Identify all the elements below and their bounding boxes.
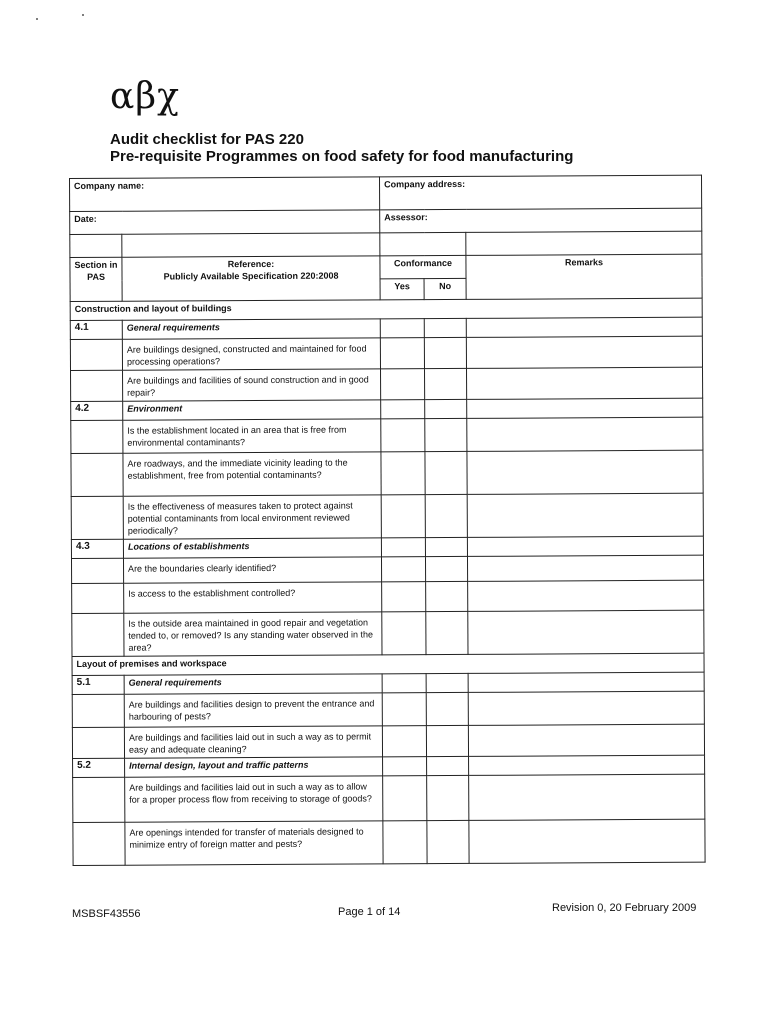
- no-checkbox-cell[interactable]: [426, 692, 468, 725]
- no-checkbox-cell[interactable]: [424, 337, 466, 368]
- question-row: [72, 610, 704, 656]
- remarks-cell[interactable]: [469, 819, 705, 863]
- no-checkbox-cell[interactable]: [425, 494, 467, 537]
- blank-cell: [466, 317, 702, 337]
- blank-cell: [468, 672, 704, 692]
- yes-checkbox-cell[interactable]: [380, 338, 424, 369]
- question-text: Are the boundaries clearly identified?: [123, 557, 381, 583]
- remarks-cell[interactable]: [467, 367, 703, 399]
- blank-cell: [70, 234, 122, 257]
- blank-cell: [71, 496, 123, 539]
- question-text: Is the establishment located in an area that is free from environmental contaminants?: [123, 419, 381, 453]
- blank-cell: [383, 757, 427, 776]
- no-checkbox-cell[interactable]: [427, 775, 469, 820]
- remarks-cell[interactable]: [468, 691, 704, 725]
- scan-speck: [36, 18, 38, 20]
- subsection-title: Internal design, layout and traffic patterns: [125, 757, 383, 777]
- audit-checklist-table: [69, 175, 706, 866]
- question-text: Is the effectiveness of measures taken to protect against potential contaminants from local environment reviewed periodically?: [123, 495, 381, 539]
- yes-checkbox-cell[interactable]: [381, 419, 425, 452]
- blank-cell: [73, 777, 125, 822]
- section-title: Layout of premises and workspace: [72, 653, 704, 675]
- blank-cell: [70, 339, 122, 370]
- question-row: [70, 336, 702, 370]
- question-row: [73, 774, 705, 822]
- yes-column-header: Yes: [380, 279, 424, 300]
- blank-cell: [71, 420, 123, 453]
- revision-info: Revision 0, 20 February 2009: [552, 902, 697, 914]
- question-row: [72, 724, 704, 758]
- yes-checkbox-cell[interactable]: [381, 369, 425, 400]
- subsection-number: 4.1: [70, 320, 122, 339]
- company-address-field[interactable]: [380, 175, 702, 210]
- blank-cell: [72, 583, 124, 613]
- question-text: Are buildings and facilities laid out in such a way as to permit easy and adequate cleaning?: [124, 726, 382, 758]
- no-checkbox-cell[interactable]: [426, 611, 468, 654]
- yes-checkbox-cell[interactable]: [383, 776, 427, 821]
- question-row: [72, 580, 704, 613]
- question-text: Are openings intended for transfer of materials designed to minimize entry of foreign matter and pests?: [125, 821, 383, 865]
- blank-cell: [380, 319, 424, 338]
- subsection-number: 4.2: [71, 401, 123, 420]
- question-text: Are buildings and facilities of sound construction and in good repair?: [123, 369, 381, 401]
- blank-cell: [467, 398, 703, 418]
- conformance-column-header: Conformance: [380, 255, 466, 278]
- question-row: [71, 367, 703, 401]
- remarks-cell[interactable]: [468, 555, 704, 581]
- blank-cell: [71, 453, 123, 496]
- remarks-cell[interactable]: [467, 450, 703, 494]
- remarks-cell[interactable]: [467, 417, 703, 451]
- subsection-number: 4.3: [71, 539, 123, 558]
- subsection-number: 5.1: [72, 675, 124, 694]
- yes-checkbox-cell[interactable]: [382, 582, 426, 612]
- company-address-label: Company address:: [384, 178, 466, 190]
- blank-cell: [424, 318, 466, 337]
- remarks-cell[interactable]: [468, 724, 704, 756]
- blank-row: [70, 231, 702, 257]
- reference-header-line1: Reference:: [227, 258, 275, 270]
- document-code: MSBSF43556: [72, 908, 141, 920]
- blank-cell: [380, 232, 466, 255]
- question-text: Are roadways, and the immediate vicinity leading to the establishment, free from potential contaminants?: [123, 452, 381, 496]
- no-checkbox-cell[interactable]: [425, 451, 467, 494]
- company-name-label: Company name:: [74, 180, 145, 191]
- assessor-field[interactable]: [380, 208, 702, 233]
- blank-cell: [467, 536, 703, 556]
- assessor-label: Assessor:: [384, 212, 428, 223]
- yes-checkbox-cell[interactable]: [381, 495, 425, 538]
- section-title: Construction and layout of buildings: [70, 298, 702, 320]
- blank-cell: [72, 613, 124, 656]
- subsection-title: Environment: [123, 400, 381, 420]
- question-row: [73, 819, 705, 865]
- date-label: Date:: [74, 213, 97, 224]
- yes-checkbox-cell[interactable]: [382, 612, 426, 655]
- scan-speck: [82, 14, 84, 16]
- subsection-number: 5.2: [73, 758, 125, 777]
- blank-cell: [71, 558, 123, 583]
- subsection-title: General requirements: [124, 674, 382, 694]
- remarks-cell[interactable]: [469, 774, 705, 820]
- no-checkbox-cell[interactable]: [426, 581, 468, 611]
- reference-header-line2: Publicly Available Specification 220:2008: [163, 270, 339, 282]
- subsection-title: General requirements: [122, 319, 380, 339]
- question-text: Is the outside area maintained in good repair and vegetation tended to, or removed? Is any standing water observed in the area?: [124, 612, 382, 656]
- blank-cell: [466, 231, 702, 255]
- reference-column-header: [122, 256, 380, 301]
- question-row: [71, 555, 703, 583]
- blank-cell: [469, 755, 705, 775]
- blank-cell: [381, 400, 425, 419]
- blank-cell: [426, 673, 468, 692]
- blank-cell: [73, 822, 125, 865]
- blank-cell: [425, 537, 467, 556]
- yes-checkbox-cell[interactable]: [382, 557, 426, 582]
- remarks-cell[interactable]: [468, 610, 704, 654]
- blank-cell: [71, 370, 123, 401]
- question-row: [72, 691, 704, 727]
- remarks-cell[interactable]: [466, 336, 702, 368]
- yes-checkbox-cell[interactable]: [382, 693, 426, 726]
- subsection-title: Locations of establishments: [123, 538, 381, 558]
- blank-cell: [72, 694, 124, 727]
- document-title: Audit checklist for PAS 220: [110, 131, 304, 148]
- remarks-cell[interactable]: [467, 493, 703, 537]
- question-text: Are buildings and facilities design to prevent the entrance and harbouring of pests?: [124, 693, 382, 727]
- remarks-cell[interactable]: [468, 580, 704, 611]
- question-row: [71, 493, 703, 539]
- yes-checkbox-cell[interactable]: [381, 452, 425, 495]
- company-name-field[interactable]: [70, 177, 380, 212]
- no-checkbox-cell[interactable]: [426, 556, 468, 581]
- blank-cell: [382, 674, 426, 693]
- page-number: Page 1 of 14: [338, 906, 401, 918]
- blank-cell: [122, 233, 380, 257]
- company-logo: αβχ: [110, 76, 180, 117]
- question-row: [71, 450, 703, 496]
- no-checkbox-cell[interactable]: [426, 725, 468, 756]
- no-checkbox-cell[interactable]: [427, 820, 469, 863]
- question-text: Are buildings designed, constructed and maintained for food processing operations?: [122, 338, 380, 370]
- blank-cell: [381, 538, 425, 557]
- yes-checkbox-cell[interactable]: [383, 821, 427, 864]
- no-checkbox-cell[interactable]: [425, 368, 467, 399]
- blank-cell: [427, 756, 469, 775]
- no-column-header: No: [424, 278, 466, 299]
- document-subtitle: Pre-requisite Programmes on food safety for food manufacturing: [110, 148, 574, 165]
- question-text: Is access to the establishment controlled?: [124, 582, 382, 613]
- date-field[interactable]: [70, 210, 380, 235]
- no-checkbox-cell[interactable]: [425, 418, 467, 451]
- blank-cell: [72, 727, 124, 758]
- question-text: Are buildings and facilities laid out in such a way as to allow for a proper process flow from receiving to storage of goods?: [125, 776, 383, 822]
- question-row: [71, 417, 703, 453]
- blank-cell: [425, 399, 467, 418]
- remarks-column-header: Remarks: [466, 254, 702, 299]
- yes-checkbox-cell[interactable]: [382, 726, 426, 757]
- section-column-header: Section in PAS: [70, 257, 122, 301]
